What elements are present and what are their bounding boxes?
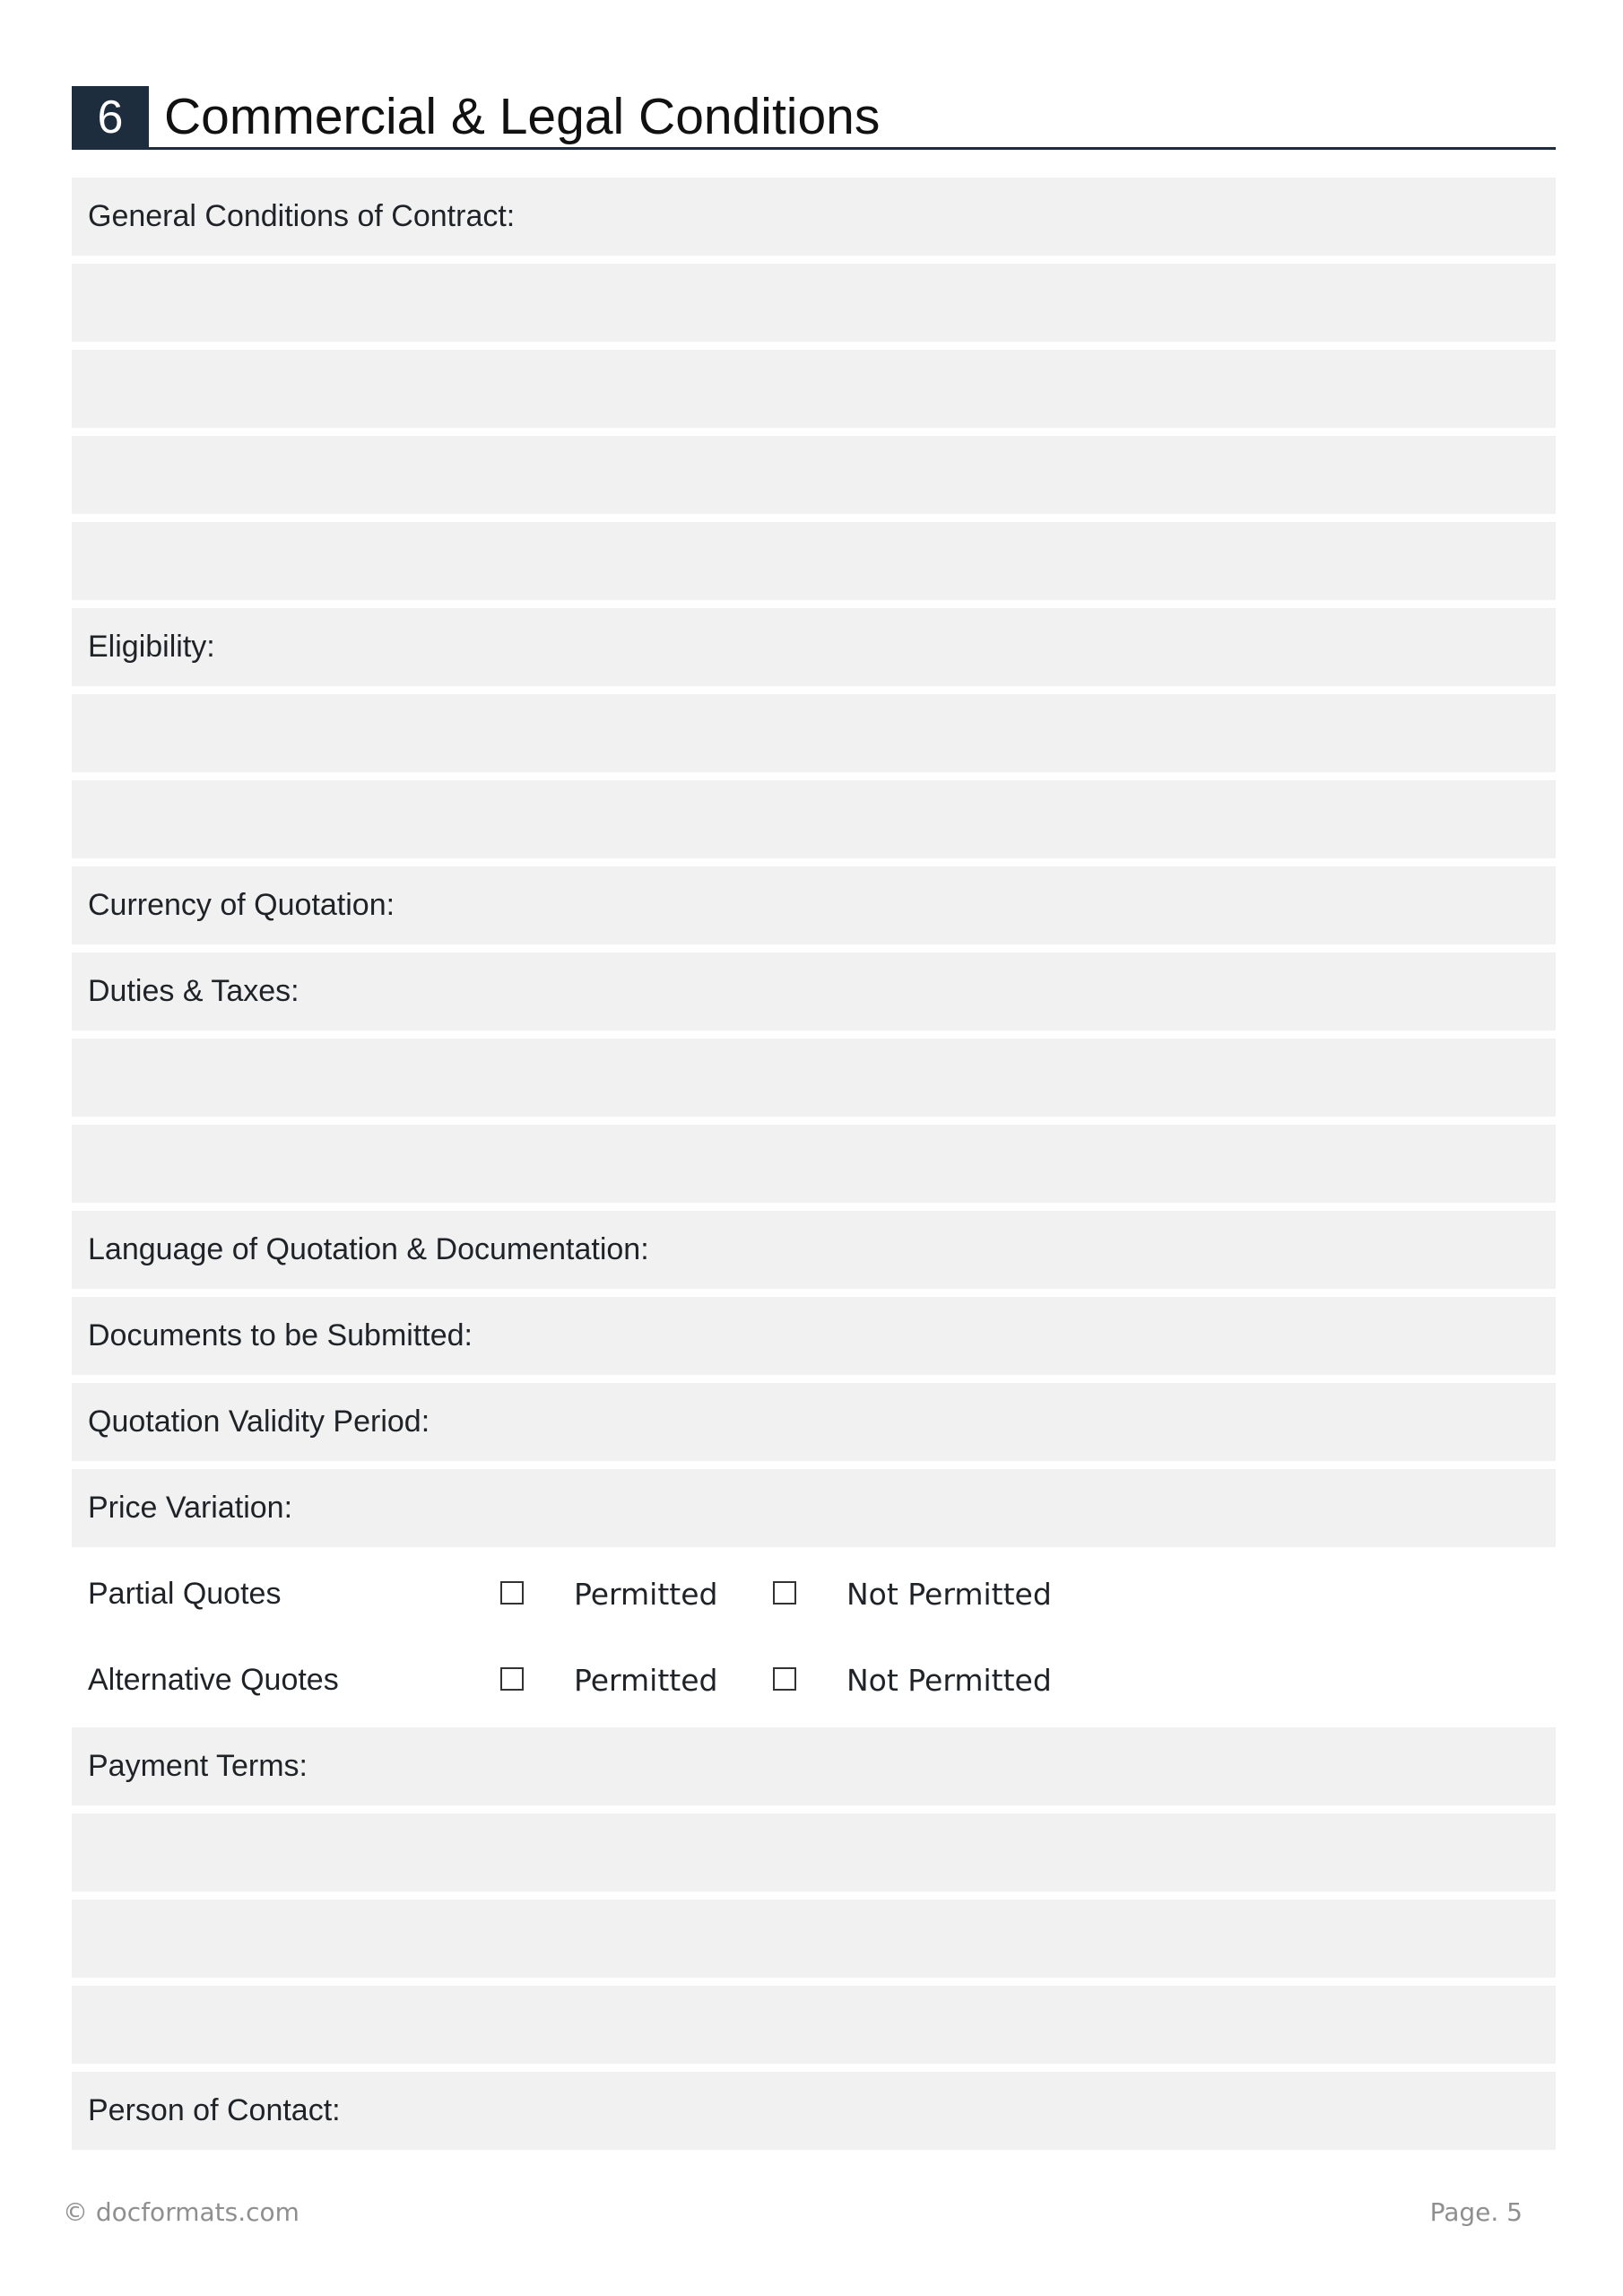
checkbox-not-permitted[interactable] <box>773 1581 796 1605</box>
field-duties-taxes[interactable] <box>72 952 1556 1031</box>
footer-page-number: Page. 5 <box>1429 2197 1523 2227</box>
field-validity-period[interactable] <box>72 1383 1556 1461</box>
field-label: Price Variation: <box>88 1491 293 1525</box>
field-general-conditions[interactable] <box>72 178 1556 256</box>
blank-line[interactable] <box>72 1900 1556 1978</box>
field-label: Quotation Validity Period: <box>88 1405 430 1439</box>
section-header <box>72 86 1556 150</box>
blank-line[interactable] <box>72 522 1556 600</box>
field-label: Person of Contact: <box>88 2093 341 2127</box>
field-currency[interactable] <box>72 866 1556 944</box>
field-price-variation[interactable] <box>72 1469 1556 1547</box>
field-language[interactable] <box>72 1211 1556 1289</box>
field-documents[interactable] <box>72 1297 1556 1375</box>
field-label: Eligibility: <box>88 630 215 664</box>
field-label: General Conditions of Contract: <box>88 199 516 233</box>
footer-copyright: © docformats.com <box>63 2197 299 2227</box>
field-payment-terms[interactable] <box>72 1727 1556 1805</box>
field-label: Currency of Quotation: <box>88 888 395 922</box>
option-not-permitted-label: Not Permitted <box>846 1577 1052 1612</box>
checkbox-not-permitted[interactable] <box>773 1667 796 1691</box>
checkbox-permitted[interactable] <box>500 1581 524 1605</box>
blank-line[interactable] <box>72 350 1556 428</box>
choice-label: Alternative Quotes <box>88 1663 339 1697</box>
field-label: Duties & Taxes: <box>88 974 299 1008</box>
blank-line[interactable] <box>72 436 1556 514</box>
field-label: Payment Terms: <box>88 1749 308 1783</box>
blank-line[interactable] <box>72 264 1556 342</box>
option-not-permitted-label: Not Permitted <box>846 1663 1052 1698</box>
choice-label: Partial Quotes <box>88 1577 282 1611</box>
blank-line[interactable] <box>72 1813 1556 1892</box>
blank-line[interactable] <box>72 694 1556 772</box>
blank-line[interactable] <box>72 1125 1556 1203</box>
field-label: Language of Quotation & Documentation: <box>88 1232 649 1266</box>
blank-line[interactable] <box>72 780 1556 858</box>
blank-line[interactable] <box>72 1986 1556 2064</box>
section-number: 6 <box>72 86 149 150</box>
section-title: Commercial & Legal Conditions <box>164 88 881 145</box>
field-label: Documents to be Submitted: <box>88 1318 473 1352</box>
checkbox-permitted[interactable] <box>500 1667 524 1691</box>
field-person-of-contact[interactable] <box>72 2072 1556 2150</box>
option-permitted-label: Permitted <box>574 1663 718 1698</box>
blank-line[interactable] <box>72 1039 1556 1117</box>
option-permitted-label: Permitted <box>574 1577 718 1612</box>
choice-row-alternative-quotes <box>72 1641 1556 1719</box>
field-eligibility[interactable] <box>72 608 1556 686</box>
choice-row-partial-quotes <box>72 1555 1556 1633</box>
